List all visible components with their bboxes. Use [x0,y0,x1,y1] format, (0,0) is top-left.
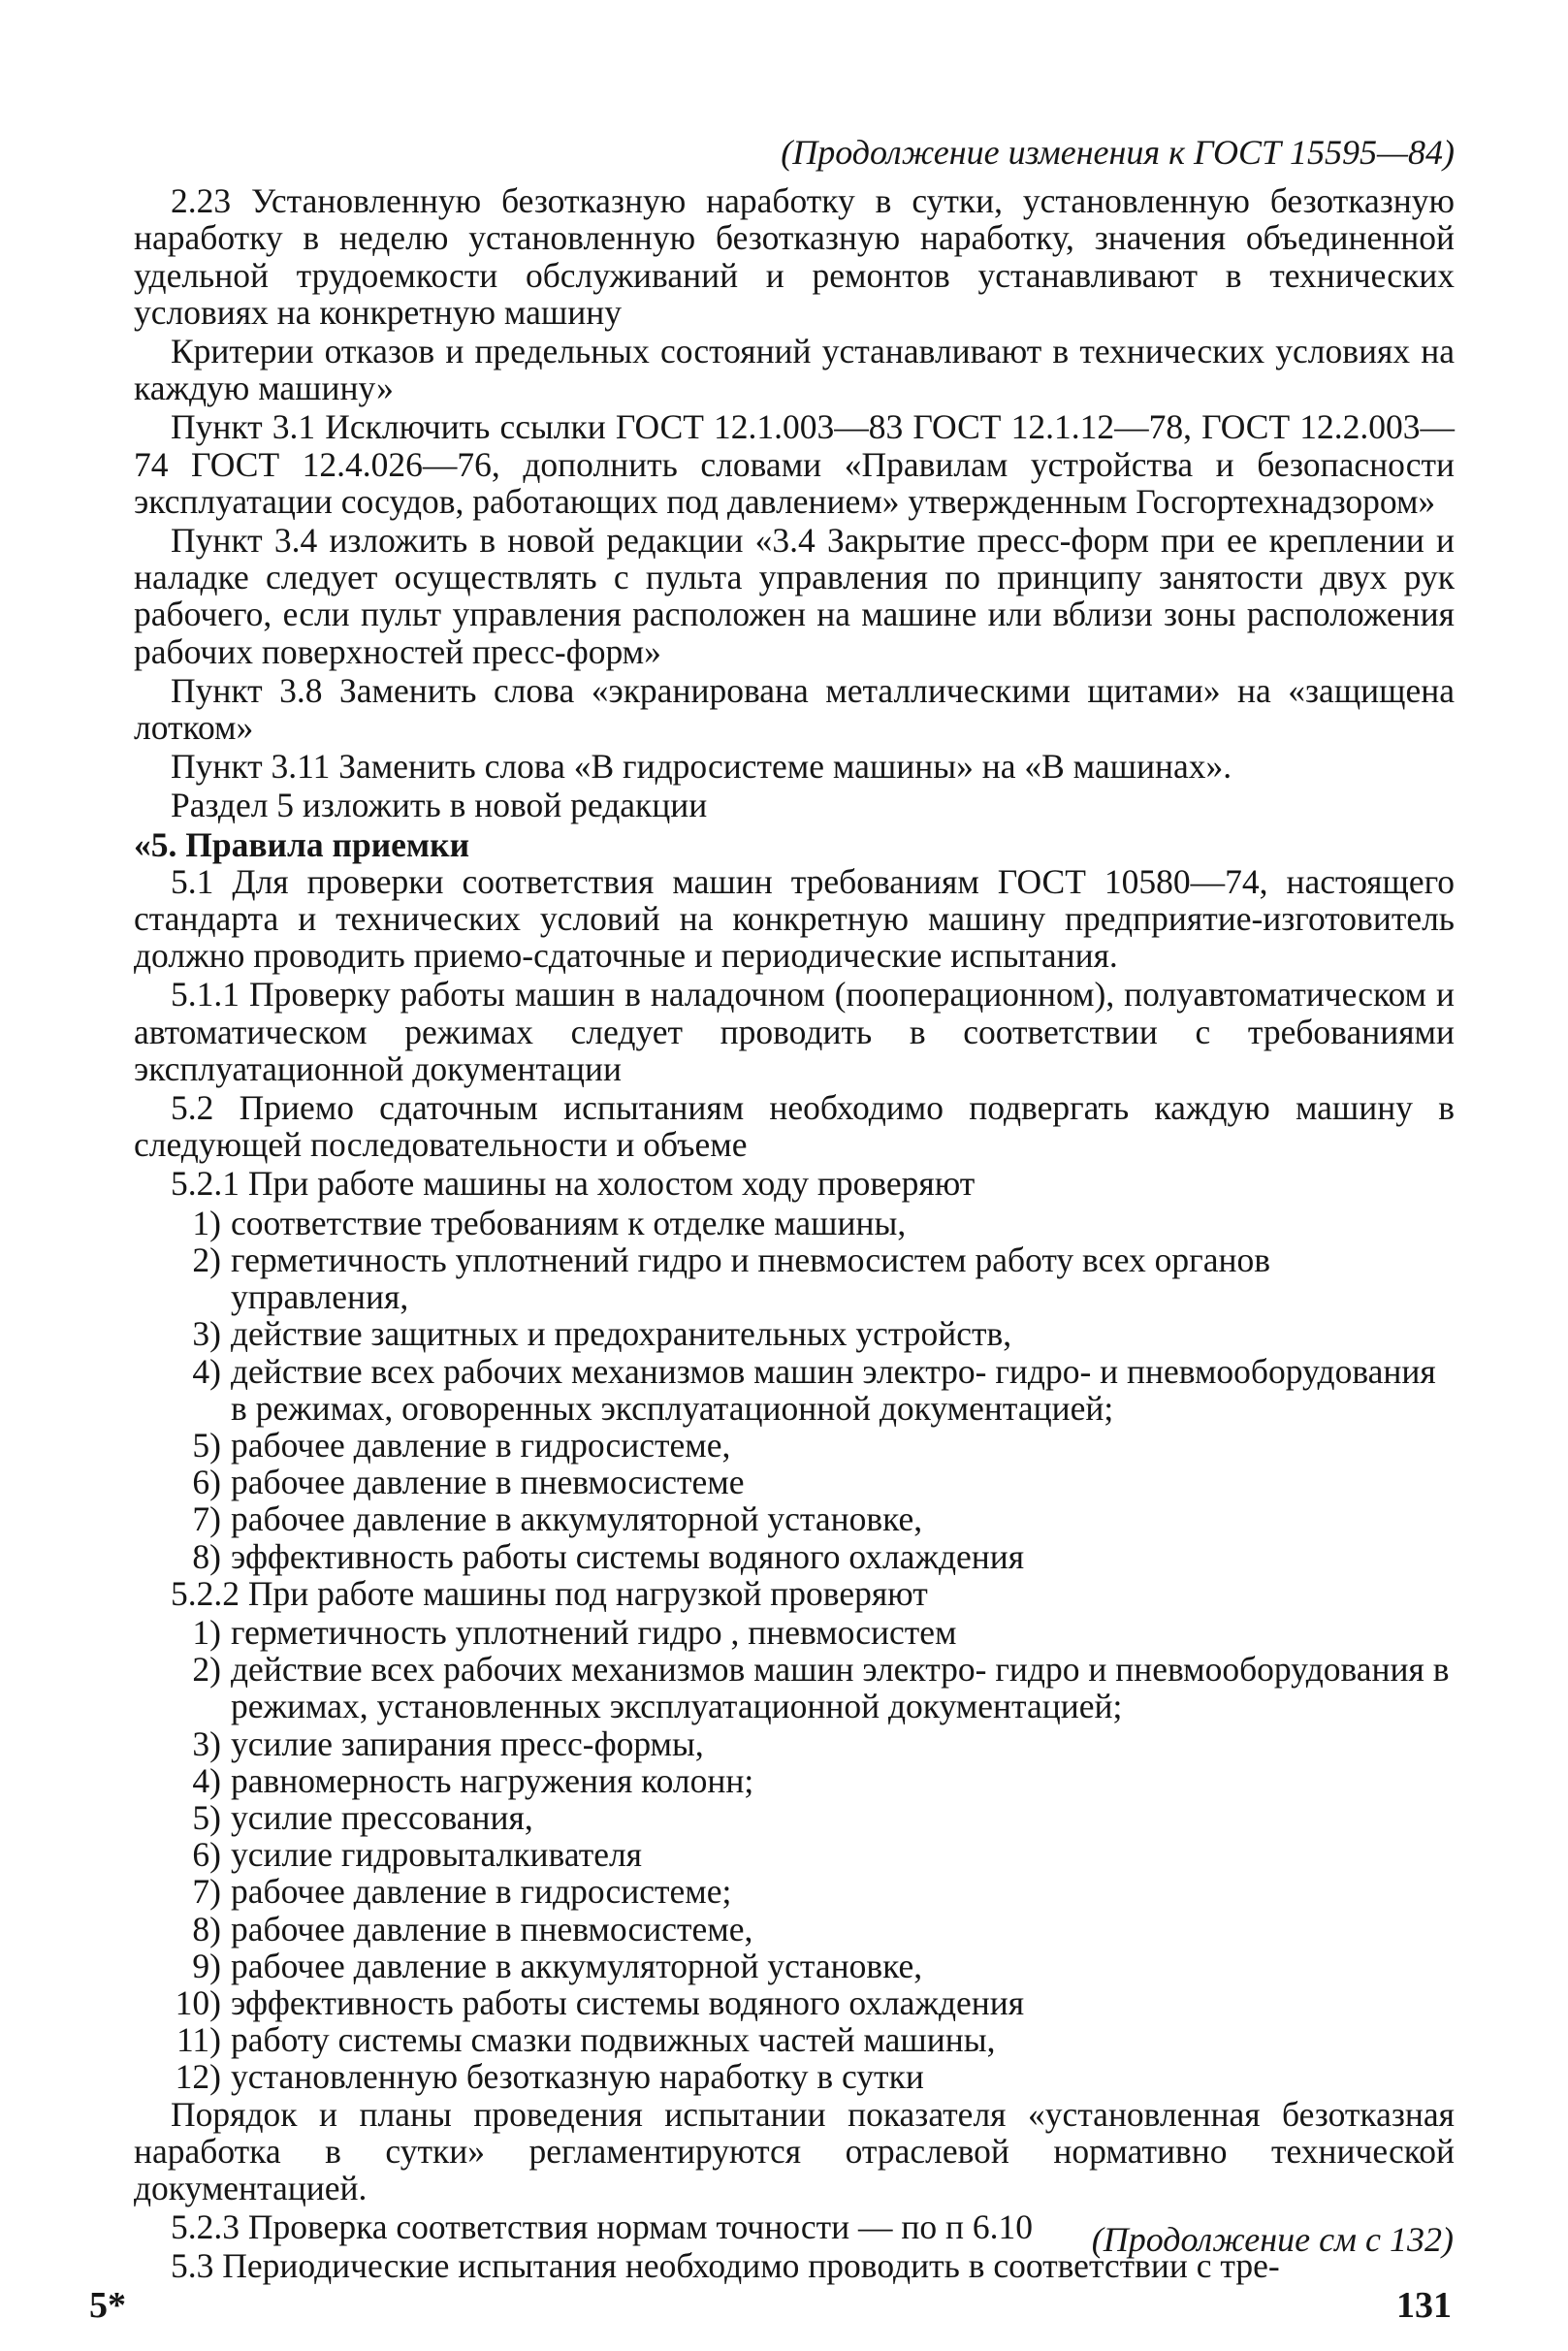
paragraph-point-3-8: Пункт 3.8 Заменить слова «экранирована металлическими щитами» на «защищена лотком» [134,670,1455,748]
list-item [134,1315,1455,1352]
list-item [134,1241,1455,1315]
paragraph-point-3-1: Пункт 3.1 Исключить ссылки ГОСТ 12.1.003—83 ГОСТ 12.1.12—78, ГОСТ 12.2.003—74 ГОСТ 12.4.026—76, дополнить словами «Правилам устройства и безопасности эксплуатации сосудов, работающих под давлением» утвержденным Госгортехнадзором» [134,407,1455,521]
paragraph-2-23: 2.23 Установленную безотказную наработку в сутки, установленную безотказную наработку в неделю установленную безотказную наработку, значения объединенной удельной трудоемкости обслуживаний и ремонтов устанавливают в технических условиях на конкретную машину [134,181,1455,332]
list-item-number: 5) [192,1797,221,1837]
idle-checks-list [134,1205,1455,1575]
list-item-number: 2) [192,1240,221,1279]
paragraph-5-2: 5.2 Приемо сдаточным испытаниям необходимо подвергать каждую машину в следующей последовательности и объеме [134,1088,1455,1165]
list-item [134,1725,1455,1762]
paragraph-point-3-11: Пункт 3.11 Заменить слова «В гидросистеме машины» на «В машинах». [171,747,1232,787]
list-item-text: работу системы смазки подвижных частей машины, [231,2020,996,2060]
list-item-number: 9) [192,1946,221,1985]
paragraph-test-procedure: Порядок и планы проведения испытании показателя «установленная безотказная наработка в сутки» регламентируются отраслевой нормативно технической документацией. [134,2094,1455,2207]
list-item-number: 4) [192,1351,221,1391]
paragraph-point-3-4: Пункт 3.4 изложить в новой редакции «3.4 Закрытие пресс-форм при ее креплении и наладке следует осуществлять с пульта управления по принципу занятости двух рук рабочего, если пульт управления расположен на машине или вблизи зоны расположения рабочих поверхностей пресс-форм» [134,521,1455,671]
list-item-text: усилие запирания пресс-формы, [231,1723,704,1763]
list-item-number: 12) [175,2057,221,2097]
paragraph-section-5-intro: Раздел 5 изложить в новой редакции [171,786,708,825]
list-item [134,1500,1455,1537]
paragraph-5-2-2: 5.2.2 При работе машины под нагрузкой проверяют [171,1573,928,1613]
list-item-text: усилие гидровыталкивателя [231,1835,643,1875]
list-item-text: действие всех рабочих механизмов машин электро- гидро и пневмооборудования в режимах, установленных эксплуатационной документацией; [231,1650,1450,1726]
list-item-number: 1) [192,1203,221,1242]
paragraph-failure-criteria: Критерии отказов и предельных состояний устанавливают в технических условиях на каждую машину» [134,332,1455,408]
list-item-number: 5) [192,1425,221,1465]
list-item [134,1538,1455,1575]
list-item-text: действие защитных и предохранительных устройств, [231,1314,1012,1354]
page-number: 131 [1396,2285,1452,2326]
list-item-text: герметичность уплотнений гидро и пневмосистем работу всех органов управления, [231,1240,1271,1317]
list-item-text: усилие прессования, [231,1797,533,1837]
list-item-text: герметичность уплотнений гидро , пневмосистем [231,1612,957,1652]
list-item [134,2058,1455,2095]
list-item-number: 6) [192,1463,221,1502]
list-item [134,1427,1455,1464]
paragraph-5-1: 5.1 Для проверки соответствия машин требованиям ГОСТ 10580—74, настоящего стандарта и технических условий на конкретную машину предприятие-изготовитель должно проводить приемо-сдаточные и периодические испытания. [134,861,1455,976]
list-item-number: 10) [175,1982,221,2022]
list-item-number: 8) [192,1909,221,1948]
page-content [134,134,1455,2287]
paragraph-5-3: 5.3 Периодические испытания необходимо проводить в соответствии с тре- [171,2246,1280,2286]
list-item-number: 1) [192,1612,221,1652]
list-item-number: 7) [192,1499,221,1539]
list-item [134,1799,1455,1836]
list-item-text: рабочее давление в аккумуляторной установке, [231,1946,923,1985]
list-item-text: рабочее давление в пневмосистеме [231,1463,745,1502]
list-item [134,1836,1455,1873]
list-item-number: 2) [192,1650,221,1690]
list-item-text: эффективность работы системы водяного охлаждения [231,1536,1025,1576]
continuation-header: (Продолжение изменения к ГОСТ 15595—84) [781,133,1455,172]
list-item [134,1614,1455,1651]
list-item [134,1353,1455,1427]
load-checks-list [134,1614,1455,2096]
list-item-text: соответствие требованиям к отделке машины, [231,1203,907,1242]
list-item [134,1984,1455,2021]
list-item [134,1948,1455,1984]
list-item-text: установленную безотказную наработку в сутки [231,2057,924,2097]
signature-mark: 5* [89,2285,126,2326]
list-item-number: 6) [192,1835,221,1875]
list-item-text: рабочее давление в гидросистеме; [231,1872,732,1912]
list-item [134,1205,1455,1241]
list-item-text: равномерность нагружения колонн; [231,1760,754,1800]
list-item [134,1762,1455,1799]
paragraph-5-2-1: 5.2.1 При работе машины на холостом ходу проверяют [171,1164,976,1204]
list-item-number: 7) [192,1872,221,1912]
continuation-footer: (Продолжение см с 132) [1091,2220,1454,2259]
list-item-number: 3) [192,1314,221,1354]
list-item [134,1911,1455,1948]
list-item [134,1651,1455,1724]
list-item-text: действие всех рабочих механизмов машин электро- гидро- и пневмооборудования в режимах, оговоренных эксплуатационной документацией; [231,1351,1436,1428]
list-item-number: 4) [192,1760,221,1800]
list-item [134,2021,1455,2058]
list-item-text: рабочее давление в пневмосистеме, [231,1909,753,1948]
list-item [134,1873,1455,1910]
list-item-number: 11) [176,2020,221,2060]
list-item-text: эффективность работы системы водяного охлаждения [231,1982,1025,2022]
paragraph-5-2-3: 5.2.3 Проверка соответствия нормам точности — по п 6.10 [171,2207,1033,2247]
paragraph-5-1-1: 5.1.1 Проверку работы машин в наладочном (пооперационном), полуавтоматическом и автоматическом режимах следует проводить в соответствии с требованиями эксплуатационной документации [134,975,1455,1088]
list-item-number: 3) [192,1723,221,1763]
list-item-number: 8) [192,1536,221,1576]
list-item-text: рабочее давление в гидросистеме, [231,1425,731,1465]
list-item-text: рабочее давление в аккумуляторной установке, [231,1499,923,1539]
list-item [134,1464,1455,1500]
section-title: «5. Правила приемки [134,824,470,864]
